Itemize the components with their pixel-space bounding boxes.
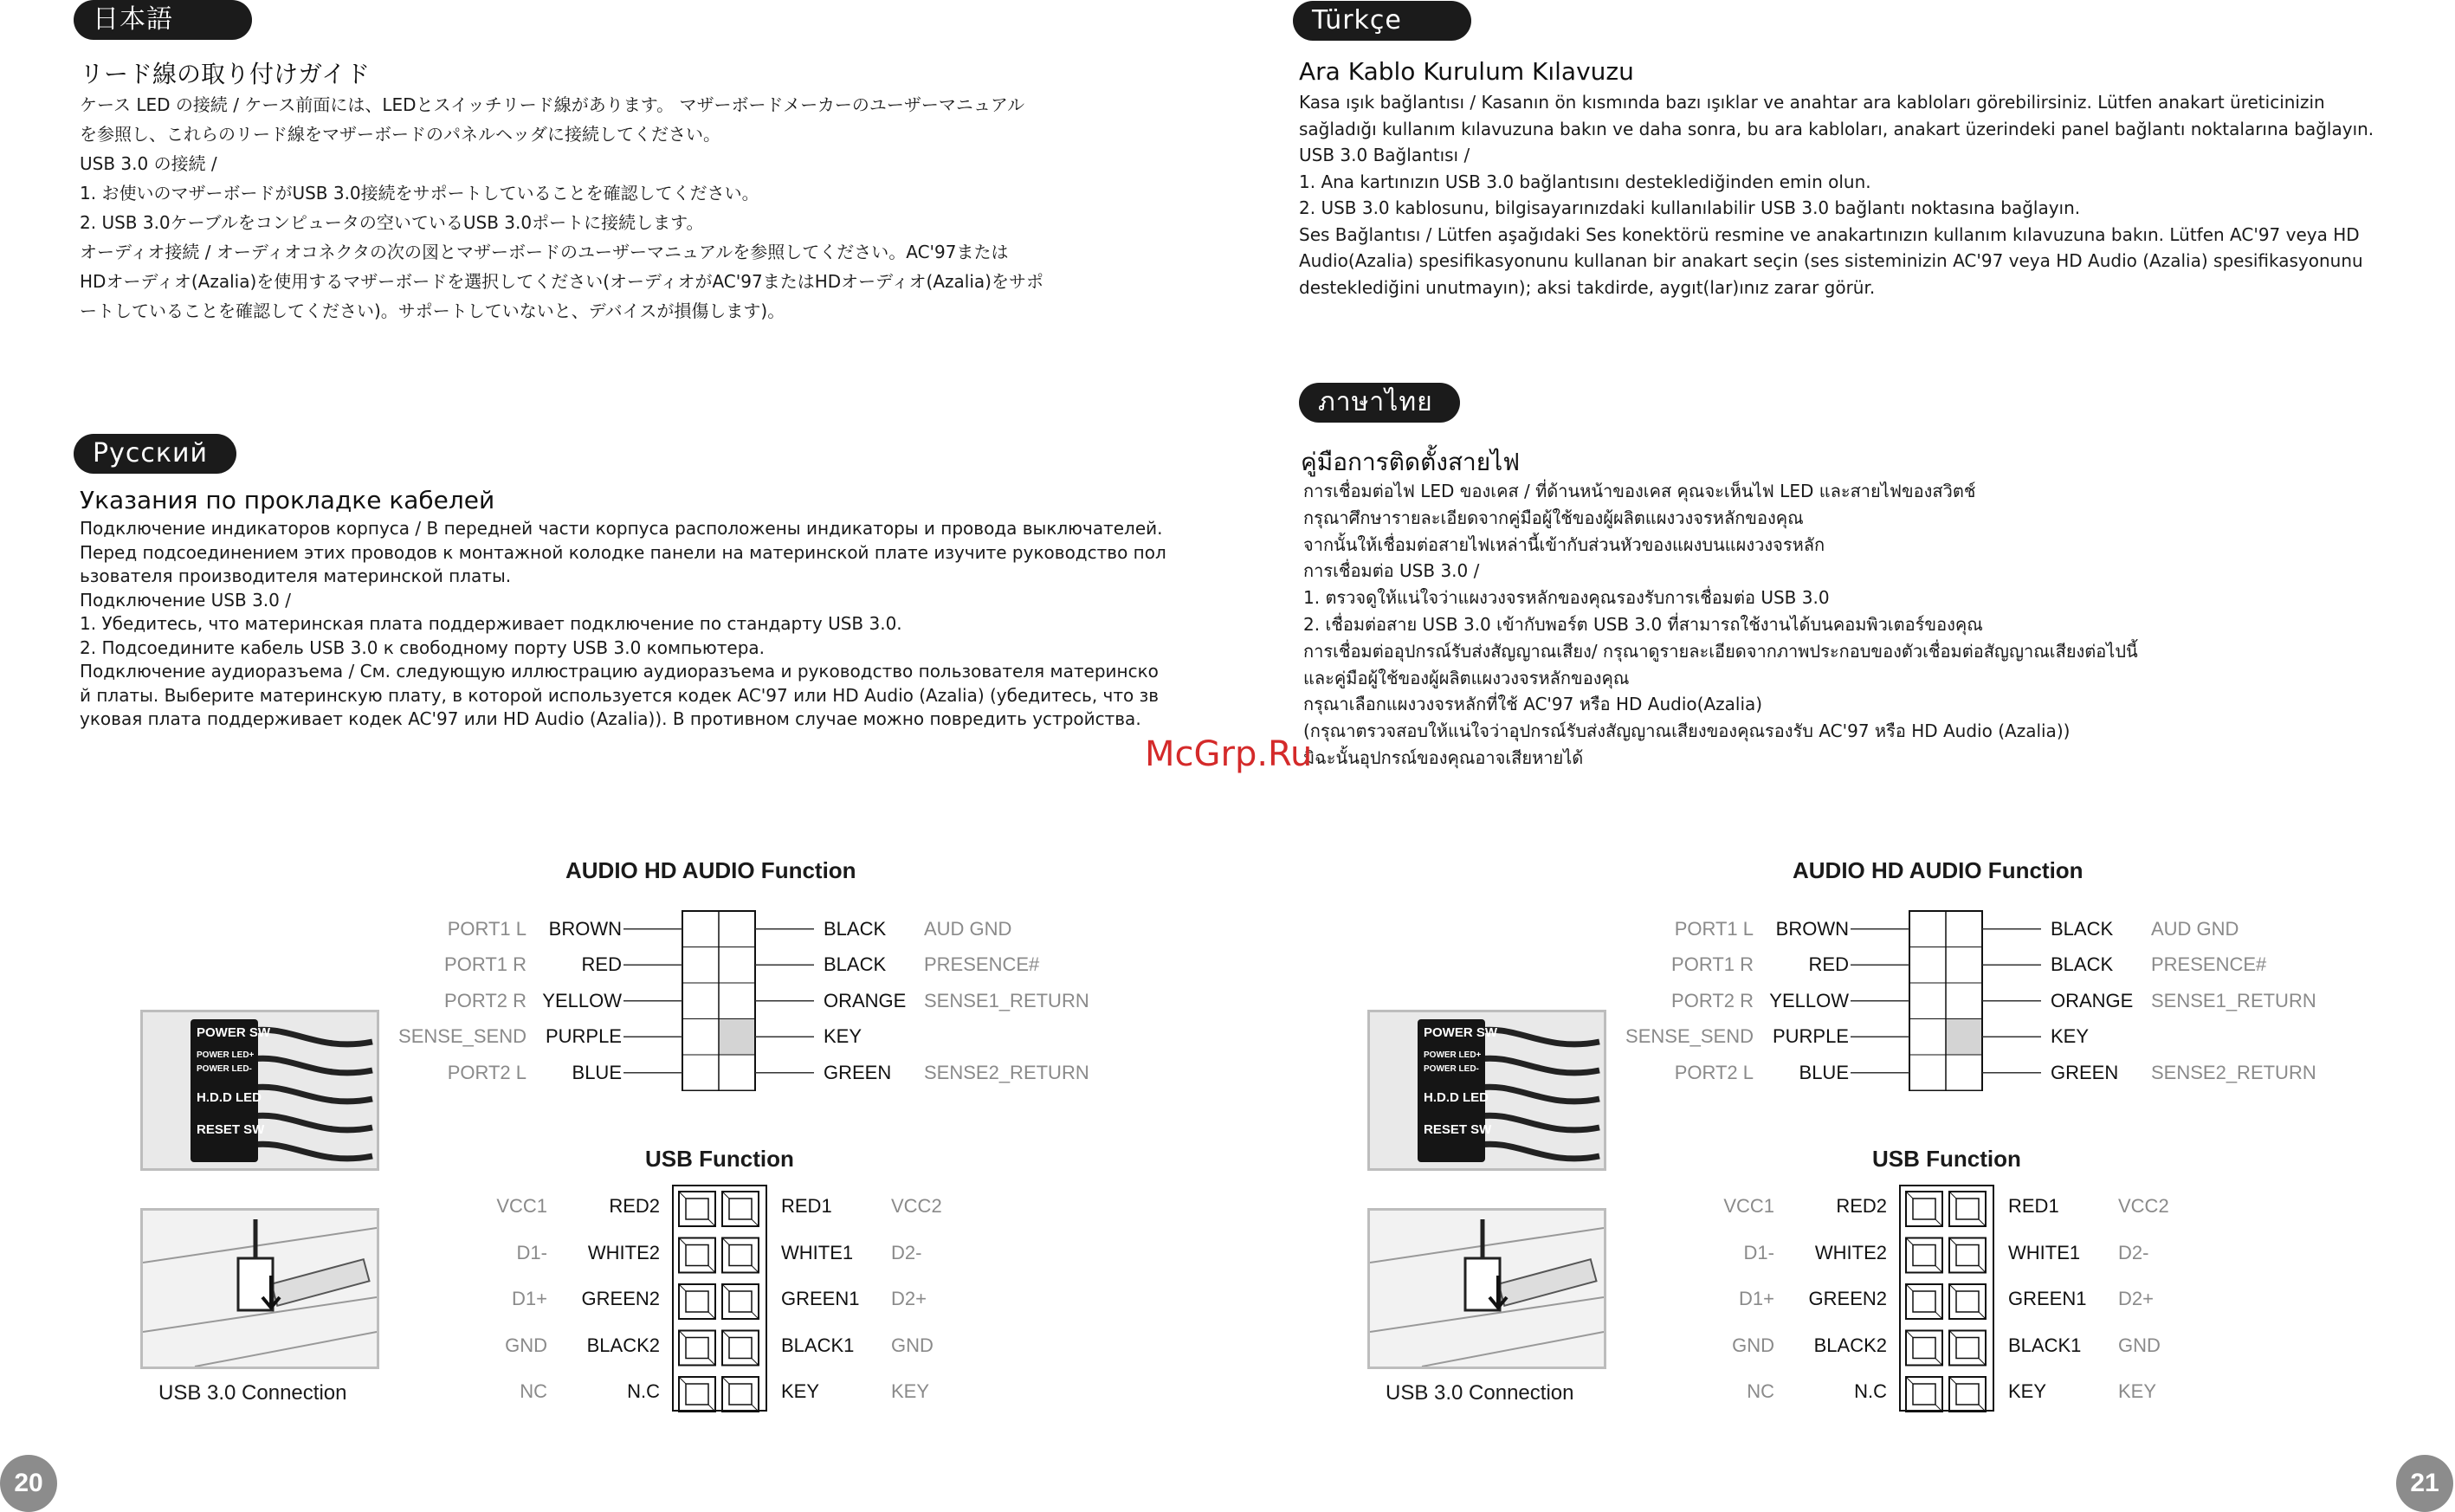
right-switch-label: POWER SW bbox=[1424, 1025, 1497, 1040]
section-title-turkish: Ara Kablo Kurulum Kılavuzu bbox=[1299, 57, 1634, 86]
left-board-slot bbox=[272, 1259, 370, 1306]
watermark: McGrp.Ru bbox=[1145, 734, 1313, 774]
left-audio-left-color: YELLOW bbox=[542, 989, 622, 1011]
right-usb-right-signal: D2- bbox=[2118, 1241, 2149, 1263]
left-audio-left-signal: PORT2 R bbox=[444, 989, 527, 1011]
right-audio-left-color: PURPLE bbox=[1772, 1025, 1849, 1048]
right-usb-left-signal: GND bbox=[1732, 1334, 1774, 1356]
right-audio-right-signal: PRESENCE# bbox=[2151, 953, 2267, 976]
right-audio-left-signal: PORT2 R bbox=[1671, 989, 1754, 1011]
left-usb-left-color: GREEN2 bbox=[581, 1288, 660, 1309]
left-audio-right-color: ORANGE bbox=[824, 989, 907, 1011]
left-usb-right-color: WHITE1 bbox=[781, 1241, 854, 1263]
section-title-thai: คู่มือการติดตั้งสายไฟ bbox=[1301, 448, 1521, 476]
right-audio-key-cell bbox=[1946, 1019, 1982, 1056]
right-usb-left-signal: NC bbox=[1747, 1380, 1774, 1402]
right-usb-left-color: RED2 bbox=[1836, 1195, 1887, 1217]
left-audio-right-color: KEY bbox=[824, 1025, 862, 1048]
right-usb-right-signal: GND bbox=[2118, 1334, 2161, 1356]
right-audio-left-signal: PORT2 L bbox=[1674, 1061, 1754, 1083]
left-audio-left-color: PURPLE bbox=[545, 1025, 622, 1048]
right-switch-wire bbox=[1474, 1087, 1599, 1102]
right-switch-leads-photo bbox=[1367, 1010, 1606, 1171]
left-audio-right-color: GREEN bbox=[824, 1061, 892, 1083]
right-switch-label: POWER LED- bbox=[1424, 1064, 1479, 1074]
left-audio-left-color: BROWN bbox=[548, 917, 622, 940]
right-switch-label: POWER LED+ bbox=[1424, 1050, 1482, 1060]
language-pill-japanese: 日本語 bbox=[74, 0, 252, 40]
right-usb-left-signal: D1+ bbox=[1739, 1288, 1774, 1309]
left-usb-left-signal: GND bbox=[505, 1334, 547, 1356]
right-usb-right-color: KEY bbox=[2008, 1380, 2047, 1402]
left-usb-left-signal: D1- bbox=[516, 1241, 547, 1263]
right-audio-right-color: BLACK bbox=[2051, 953, 2114, 976]
left-usb-illustration bbox=[143, 1211, 377, 1367]
left-switch-wire bbox=[247, 1058, 372, 1073]
left-usb-right-signal: GND bbox=[891, 1334, 934, 1356]
right-audio-right-color: KEY bbox=[2051, 1025, 2090, 1048]
left-switch-label: POWER SW bbox=[197, 1025, 270, 1040]
left-audio-left-signal: PORT1 L bbox=[447, 917, 527, 940]
right-usb-right-color: RED1 bbox=[2008, 1195, 2059, 1217]
left-usb-left-color: BLACK2 bbox=[586, 1334, 660, 1356]
right-usb-right-color: WHITE1 bbox=[2008, 1241, 2081, 1263]
right-audio-left-signal: PORT1 L bbox=[1674, 917, 1754, 940]
left-usb-right-color: RED1 bbox=[781, 1195, 832, 1217]
left-audio-right-color: BLACK bbox=[824, 953, 887, 976]
section-body-russian: Подключение индикаторов корпуса / В передней части корпуса расположены индикаторы и провода выключателей. Перед подсоединением этих проводов к монтажной колодке панели на материнской плате изучите руководство пол ьзователя производителя материнской платы. Подключение USB 3.0 / 1. Убедитесь, что материнская плата поддерживает подключение по стандарту USB 3.0. 2. Подсоедините кабель USB 3.0 к свободному порту USB 3.0 компьютера. Подключение аудиоразъема / См. следующую иллюстрацию аудиоразъема и руководство пользователя материнско й платы. Выберите материнскую плату, в которой используется кодек AC'97 или HD Audio (Azalia) (убедитесь, что зв уковая плата поддерживает кодек AC'97 или HD Audio (Azalia)). В противном случае можно повредить устройства. bbox=[80, 518, 1166, 729]
left-audio-left-signal: SENSE_SEND bbox=[398, 1025, 527, 1048]
right-usb-photo bbox=[1367, 1208, 1606, 1369]
right-audio-right-color: BLACK bbox=[2051, 917, 2114, 940]
right-usb-right-signal: D2+ bbox=[2118, 1288, 2154, 1309]
section-body-turkish: Kasa ışık bağlantısı / Kasanın ön kısmında bazı ışıklar ve anahtar ara kabloları görebilirsiniz. Lütfen anakart üreticinizin sağladığı kullanım kılavuzuna bakın ve daha sonra, bu ara kabloları, anakart üzerindeki panel bağlantı noktalarına bağlayın. USB 3.0 Bağlantısı / 1. Ana kartınızın USB 3.0 bağlantısını desteklediğinden emin olun. 2. USB 3.0 kablosunu, bilgisayarınızdaki kullanılabilir USB 3.0 bağlantı noktasına bağlayın. Ses Bağlantısı / Lütfen aşağıdaki Ses konektörü resmine ve anakartınızın kullanım kılavuzuna bakın. Lütfen AC'97 veya HD Audio(Azalia) spesifikasyonunu kullanan bir anakart seçin (ses sisteminizin AC'97 veya HD Audio (Azalia) spesifikasyonunu desteklediğini unutmayın); aksi takdirde, aygıt(lar)ınız zarar görür. bbox=[1299, 92, 2374, 298]
right-switch-leads-illustration bbox=[1370, 1012, 1604, 1168]
right-switch-wire bbox=[1474, 1144, 1599, 1159]
right-switch-label: H.D.D LED bbox=[1424, 1090, 1489, 1105]
left-audio-right-signal: AUD GND bbox=[924, 917, 1012, 940]
right-board-slot bbox=[1499, 1259, 1597, 1306]
left-usb-left-color: RED2 bbox=[609, 1195, 660, 1217]
left-usb-photo bbox=[140, 1208, 379, 1369]
left-usb-title: USB Function bbox=[645, 1146, 794, 1172]
left-usb-left-signal: NC bbox=[520, 1380, 547, 1402]
left-audio-title: AUDIO HD AUDIO Function bbox=[565, 857, 856, 883]
right-usb-caption: USB 3.0 Connection bbox=[1386, 1381, 1574, 1405]
right-audio-right-signal: SENSE1_RETURN bbox=[2151, 989, 2316, 1011]
left-switch-label: POWER LED+ bbox=[197, 1050, 255, 1060]
right-switch-label: RESET SW bbox=[1424, 1122, 1492, 1137]
left-audio-left-signal: PORT2 L bbox=[447, 1061, 527, 1083]
left-usb-left-signal: D1+ bbox=[512, 1288, 547, 1309]
left-usb-left-signal: VCC1 bbox=[496, 1195, 547, 1217]
left-usb-connector bbox=[670, 1183, 774, 1413]
language-pill-russian: Русский bbox=[74, 434, 236, 474]
right-usb-illustration bbox=[1370, 1211, 1604, 1367]
page-number-left: 20 bbox=[0, 1455, 57, 1512]
left-usb-right-signal: D2+ bbox=[891, 1288, 927, 1309]
left-switch-label: H.D.D LED bbox=[197, 1090, 262, 1105]
language-pill-thai: ภาษาไทย bbox=[1299, 383, 1460, 423]
left-audio-left-signal: PORT1 R bbox=[444, 953, 527, 976]
right-usb-left-color: WHITE2 bbox=[1814, 1241, 1887, 1263]
right-audio-right-signal: AUD GND bbox=[2151, 917, 2239, 940]
right-usb-left-signal: D1- bbox=[1743, 1241, 1774, 1263]
right-audio-left-color: BROWN bbox=[1775, 917, 1849, 940]
left-usb-right-signal: KEY bbox=[891, 1380, 930, 1402]
left-audio-left-color: BLUE bbox=[572, 1061, 622, 1083]
left-usb-left-color: WHITE2 bbox=[587, 1241, 660, 1263]
left-usb-right-color: GREEN1 bbox=[781, 1288, 860, 1309]
left-audio-left-color: RED bbox=[581, 953, 622, 976]
right-audio-left-signal: SENSE_SEND bbox=[1625, 1025, 1754, 1048]
left-audio-key-cell bbox=[719, 1019, 755, 1056]
right-audio-left-color: YELLOW bbox=[1769, 989, 1849, 1011]
right-usb-right-color: BLACK1 bbox=[2008, 1334, 2082, 1356]
right-audio-title: AUDIO HD AUDIO Function bbox=[1793, 857, 2084, 883]
right-usb-left-color: GREEN2 bbox=[1808, 1288, 1887, 1309]
right-audio-right-color: GREEN bbox=[2051, 1061, 2119, 1083]
left-audio-right-signal: SENSE2_RETURN bbox=[924, 1061, 1089, 1083]
right-audio-right-signal: SENSE2_RETURN bbox=[2151, 1061, 2316, 1083]
left-switch-wire bbox=[247, 1087, 372, 1102]
section-title-japanese: リード線の取り付けガイド bbox=[80, 60, 371, 88]
left-usb-left-color: N.C bbox=[627, 1380, 660, 1402]
right-usb-right-signal: VCC2 bbox=[2118, 1195, 2169, 1217]
left-switch-wire bbox=[247, 1115, 372, 1130]
left-usb-right-color: KEY bbox=[781, 1380, 820, 1402]
section-body-thai: การเชื่อมต่อไฟ LED ของเคส / ที่ด้านหน้าของเคส คุณจะเห็นไฟ LED และสายไฟของสวิตช์ กรุณาศึกษารายละเอียดจากคู่มือผู้ใช้ของผู้ผลิตแผงวงจรหลักของคุณ จากนั้นให้เชื่อมต่อสายไฟเหล่านี้เข้ากับส่วนหัวของแผงบนแผงวงจรหลัก การเชื่อมต่อ USB 3.0 / 1. ตรวจดูให้แน่ใจว่าแผงวงจรหลักของคุณรองรับการเชื่อมต่อ USB 3.0 2. เชื่อมต่อสาย USB 3.0 เข้ากับพอร์ต USB 3.0 ที่สามารถใช้งานได้บนคอมพิวเตอร์ของคุณ การเชื่อมต่ออุปกรณ์รับส่งสัญญาณเสียง/ กรุณาดูรายละเอียดจากภาพประกอบของตัวเชื่อมต่อสัญญาณเสียงต่อไปนี้ และคู่มือผู้ใช้ของผู้ผลิตแผงวงจรหลักของคุณ กรุณาเลือกแผงวงจรหลักที่ใช้ AC'97 หรือ HD Audio(Azalia) (กรุณาตรวจสอบให้แน่ใจว่าอุปกรณ์รับส่งสัญญาณเสียงของคุณรองรับ AC'97 หรือ HD Audio (Azalia)) มิฉะนั้นอุปกรณ์ของคุณอาจเสียหายได้ bbox=[1303, 481, 2138, 768]
right-usb-left-signal: VCC1 bbox=[1723, 1195, 1774, 1217]
right-usb-title: USB Function bbox=[1872, 1146, 2021, 1172]
left-switch-leads-photo bbox=[140, 1010, 379, 1171]
left-usb-caption: USB 3.0 Connection bbox=[158, 1381, 347, 1405]
right-usb-left-color: BLACK2 bbox=[1813, 1334, 1887, 1356]
left-audio-right-signal: PRESENCE# bbox=[924, 953, 1040, 976]
right-audio-right-color: ORANGE bbox=[2051, 989, 2134, 1011]
right-usb-left-color: N.C bbox=[1854, 1380, 1887, 1402]
right-usb-right-signal: KEY bbox=[2118, 1380, 2157, 1402]
right-usb-right-color: GREEN1 bbox=[2008, 1288, 2087, 1309]
right-usb-connector bbox=[1897, 1183, 2001, 1413]
left-audio-right-color: BLACK bbox=[824, 917, 887, 940]
left-switch-label: RESET SW bbox=[197, 1122, 265, 1137]
right-audio-left-signal: PORT1 R bbox=[1671, 953, 1754, 976]
left-switch-wire bbox=[247, 1144, 372, 1159]
page-number-right: 21 bbox=[2396, 1455, 2453, 1512]
left-usb-right-signal: VCC2 bbox=[891, 1195, 942, 1217]
section-title-russian: Указания по прокладке кабелей bbox=[80, 486, 495, 514]
right-switch-wire bbox=[1474, 1058, 1599, 1073]
section-body-japanese: ケース LED の接続 / ケース前面には、LEDとスイッチリード線があります。 マザーボードメーカーのユーザーマニュアル を参照し、これらのリード線をマザーボードのパネルヘッダに接続してください。 USB 3.0 の接続 / 1. お使いのマザーボードがUSB 3.0接続をサポートしていることを確認してください。 2. USB 3.0ケーブルをコンピュータの空いているUSB 3.0ポートに接続します。 オーディオ接続 / オーディオコネクタの次の図とマザーボードのユーザーマニュアルを参照してください。AC'97または HDオーディオ(Azalia)を使用するマザーボードを選択してください(オーディオがAC'97またはHDオーディオ(Azalia)をサポ ートしていることを確認してください)。サポートしていないと、デバイスが損傷します)。 bbox=[80, 94, 1043, 321]
left-usb-right-color: BLACK1 bbox=[781, 1334, 855, 1356]
right-audio-left-color: BLUE bbox=[1799, 1061, 1849, 1083]
right-audio-left-color: RED bbox=[1808, 953, 1849, 976]
right-switch-wire bbox=[1474, 1115, 1599, 1130]
left-switch-label: POWER LED- bbox=[197, 1064, 252, 1074]
language-pill-turkish: Türkçe bbox=[1293, 1, 1471, 41]
left-usb-right-signal: D2- bbox=[891, 1241, 922, 1263]
left-audio-right-signal: SENSE1_RETURN bbox=[924, 989, 1089, 1011]
left-switch-leads-illustration bbox=[143, 1012, 377, 1168]
